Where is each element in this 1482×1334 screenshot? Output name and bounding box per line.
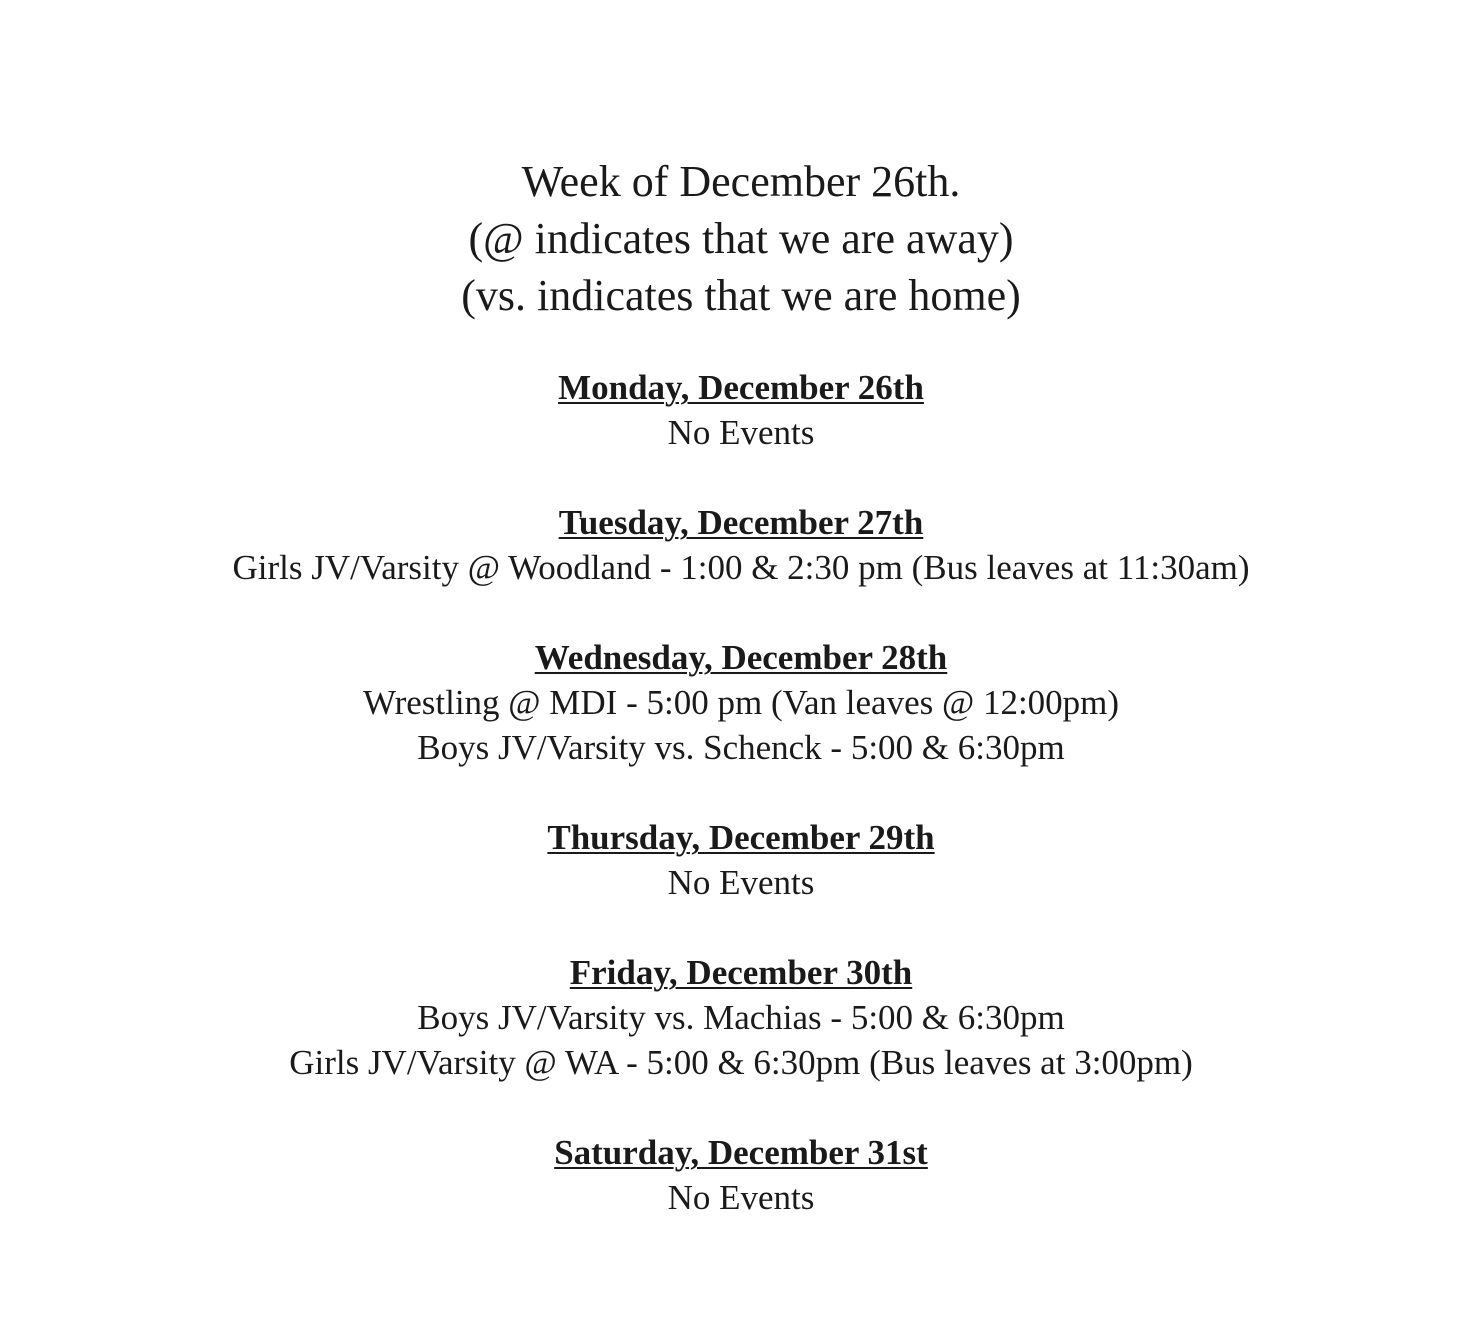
day-heading: Monday, December 26th bbox=[558, 368, 924, 407]
event-line: Wrestling @ MDI - 5:00 pm (Van leaves @ 12:00pm) bbox=[362, 683, 1120, 722]
day-heading: Saturday, December 31st bbox=[554, 1133, 928, 1172]
event-line: Boys JV/Varsity vs. Machias - 5:00 & 6:30pm bbox=[417, 998, 1065, 1037]
schedule-header bbox=[0, 153, 1482, 324]
away-legend: (@ indicates that we are away) bbox=[468, 214, 1014, 263]
day-tuesday bbox=[0, 501, 1482, 590]
day-list bbox=[0, 366, 1482, 1266]
day-thursday bbox=[0, 816, 1482, 905]
day-heading: Wednesday, December 28th bbox=[534, 638, 948, 677]
event-line: No Events bbox=[667, 1178, 815, 1217]
event-line: Girls JV/Varsity @ WA - 5:00 & 6:30pm (Bus leaves at 3:00pm) bbox=[289, 1043, 1193, 1082]
event-line: No Events bbox=[667, 863, 815, 902]
home-legend: (vs. indicates that we are home) bbox=[461, 271, 1021, 320]
day-wednesday bbox=[0, 636, 1482, 770]
event-line: Boys JV/Varsity vs. Schenck - 5:00 & 6:30pm bbox=[417, 728, 1065, 767]
day-monday bbox=[0, 366, 1482, 455]
day-heading: Thursday, December 29th bbox=[547, 818, 935, 857]
week-title: Week of December 26th. bbox=[521, 157, 961, 206]
event-line: No Events bbox=[667, 413, 815, 452]
day-saturday bbox=[0, 1131, 1482, 1220]
day-heading: Tuesday, December 27th bbox=[558, 503, 924, 542]
event-line: Girls JV/Varsity @ Woodland - 1:00 & 2:30 pm (Bus leaves at 11:30am) bbox=[232, 548, 1250, 587]
day-friday bbox=[0, 951, 1482, 1085]
day-heading: Friday, December 30th bbox=[569, 953, 913, 992]
